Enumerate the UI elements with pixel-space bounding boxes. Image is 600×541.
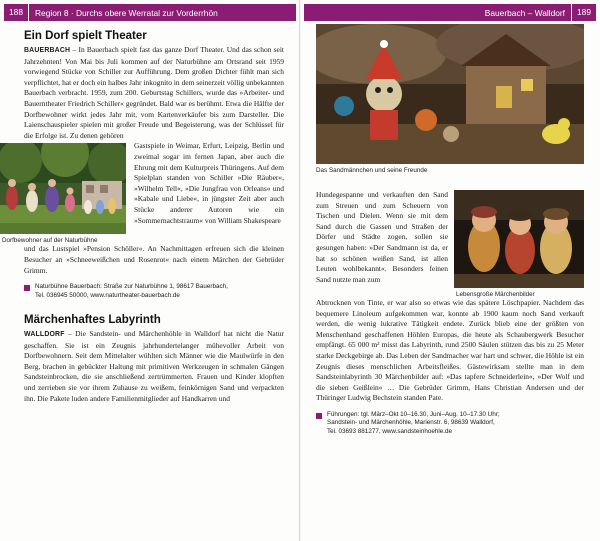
theater-paragraph-text: – In Bauerbach spielt fast das ganze Dorf Theater. Und das schon seit Jahrzehnten! Von Mai bis Juli kommen auf der Naturbühne am Ortsrand seit 1959 vorwiegend Stücke von Schiller zur Aufführung. Dem großen Dichter fühlt man sich verpflichtet, hat er doch ein halbes Jahr inkognito in dem seinerzeit völlig unbekannten Bauerbach verbracht. 1959, zum 200. Geburtstag Schillers, wurde das »Arbeiter- und Bauerntheater Friedrich Schiller« gegründet. Bald war es berühmt. Etwa die Hälfte der Dorfbewohner wirkt jedes Jahr mit, vom Kartenverkäufer bis zum Darsteller. Die Laienschauspieler spielen mit großer Freude und Begeisterung, was der Schlüssel für die Erfolge ist. Zu denen gehören xyxy=(24,45,284,140)
sandman-photo-illustration xyxy=(316,24,584,164)
theater-info-text xyxy=(35,283,228,300)
theater-photo-block xyxy=(0,141,284,244)
cave-info-contact: Tel. 03693 881277, www.sandsteinhoehle.de xyxy=(327,427,452,435)
info-marker-icon xyxy=(316,413,322,419)
fairytale-photo-figure xyxy=(454,190,584,298)
right-running-title: Bauerbach – Walldorf xyxy=(484,7,566,18)
location-lead-bauerbach: BAUERBACH xyxy=(24,47,71,54)
left-page-header xyxy=(4,4,296,21)
sand-history-paragraph: Abtrocknen von Tinte, er war also so etwas wie das spätere Löschpapier. Nachdem das bequemere Linoleum aufgekommen war, konnte ab 1900 kaum noch Sand verkauft werden, die wenig lukrative Tätigkeit endete. Zurück blieb eine der größten von Menschenhand geschaffenen Höhlen Europas, die heute als Schaubergwerk Besucher empfängt. 65 000 m² misst das Labyrinth, rund 2500 Säulen stützen das bis zu 25 Meter starke Deckgebirge ab. Das Leben der Sandmacher war hart und schwer, die Höhle ist ein Zeugnis dieses menschlichen Arbeitsfleißes. Gästewirksam stellte man in dem Sandsteinlabyrinth 30 Märchenbilder auf: »Das tapfere Schneiderlein«, »Der Wolf und die sieben Geißlein« … Die Gebrüder Grimm, Hans Christian Andersen und der Thüringer Ludwig Bechstein standen Pate. xyxy=(316,298,584,403)
left-page-content xyxy=(2,30,284,404)
theater-paragraph-end: und das Lustspiel »Pension Schöller«. An Nachmittagen erfreuen sich die kleinen Besucher an »Schneeweißchen und Rosenrot« nach einem Märchen der Gebrüder Grimm. xyxy=(24,244,284,275)
right-page-header xyxy=(304,4,596,21)
right-page-content xyxy=(316,24,584,436)
info-marker-icon xyxy=(24,285,30,291)
sand-wrap-block xyxy=(316,190,584,298)
theater-stage-photo xyxy=(0,143,126,234)
theater-intro-paragraph xyxy=(24,45,284,141)
fairytale-photo-illustration xyxy=(454,190,584,288)
sandman-photo xyxy=(316,24,584,164)
theater-photo-illustration xyxy=(0,143,126,234)
theater-photo-caption: Dorfbewohner auf der Naturbühne xyxy=(2,237,98,245)
right-page-number: 189 xyxy=(571,4,596,21)
theater-info-address: Naturbühne Bauerbach: Straße zur Naturbühne 1, 98617 Bauerbach, xyxy=(35,283,228,291)
cave-info-box xyxy=(316,411,584,436)
labyrinth-paragraph-text: – Die Sandstein- und Märchenhöhle in Walldorf hat nicht die Natur geschaffen. Sie ist ein Zeugnis jahrhundertelanger mühevoller Arbeit von Dorfbewohnern. Seit dem Mittelalter wühlten sich Männer wie die Maulwürfe in den Berg, brachen in gebückter Haltung mit primitiven Werkzeugen in schmalen Gängen Sandsteinbrocken, die sie anschließend zertrümmerten. Frauen und Kinder klopften und zerrieben sie vor ihrem Zuhause zu weißem, feinkörnigen Sand und verpackten ihn. Die Pakete luden andere Familienmitglieder auf Handkarren und xyxy=(24,328,284,403)
page-gutter xyxy=(299,0,301,541)
theater-photo-figure xyxy=(0,141,126,244)
theater-info-box xyxy=(24,283,284,300)
sandman-photo-caption: Das Sandmännchen und seine Freunde xyxy=(316,167,428,174)
theater-wrap-paragraph: Gastspiele in Weimar, Erfurt, Leipzig, Berlin und zweimal sogar im fernen Japan, aber auch die Ehrung mit dem Kulturpreis Thüringens. Auf dem Spielplan standen von Schiller »Die Räuber«, »Wilhelm Tell«, »Die Jungfrau von Orleans« und »Kabale und Liebe«, in jüngster Zeit aber auch Stücke anderer Autoren wie ein »Sommernachtstraum« von William Shakespeare xyxy=(134,141,284,225)
article-title-theater: Ein Dorf spielt Theater xyxy=(24,30,147,42)
cave-info-address: Sandstein- und Märchenhöhle, Marienstr. 6, 98639 Walldorf, xyxy=(327,419,495,427)
left-page-number: 188 xyxy=(4,4,29,21)
labyrinth-paragraph xyxy=(24,329,284,404)
theater-info-contact: Tel. 036945 50000, www.naturtheater-bauerbach.de xyxy=(35,291,180,299)
cave-info-hours: Führungen: tgl. März–Okt 10–16.30, Juni–Aug. 10–17.30 Uhr; xyxy=(327,410,500,418)
location-lead-walldorf: WALLDORF xyxy=(24,330,65,338)
cave-info-text xyxy=(327,411,500,436)
sand-wrap-paragraph: Hundegespanne und verkauften den Sand zum Streuen und zum Scheuern von Tischen und Dielen. Wenn sie mit dem Sand durch die Gassen und Straßen der Dörfer und Städte zogen, sollen sie gesungen haben: »Der Sandmann ist da, er hat so schönen weißen Sand, ist allen Leuten wohlbekannt«. Besonders feinen Sand nutzte man zum xyxy=(316,190,448,284)
fairytale-photo-caption: Lebensgroße Märchenbilder xyxy=(456,291,535,298)
left-running-title: Region 8 · Durchs obere Werratal zur Vorderrhön xyxy=(34,7,218,18)
article-title-labyrinth: Märchenhaftes Labyrinth xyxy=(24,313,161,326)
fairytale-figures-photo xyxy=(454,190,584,288)
